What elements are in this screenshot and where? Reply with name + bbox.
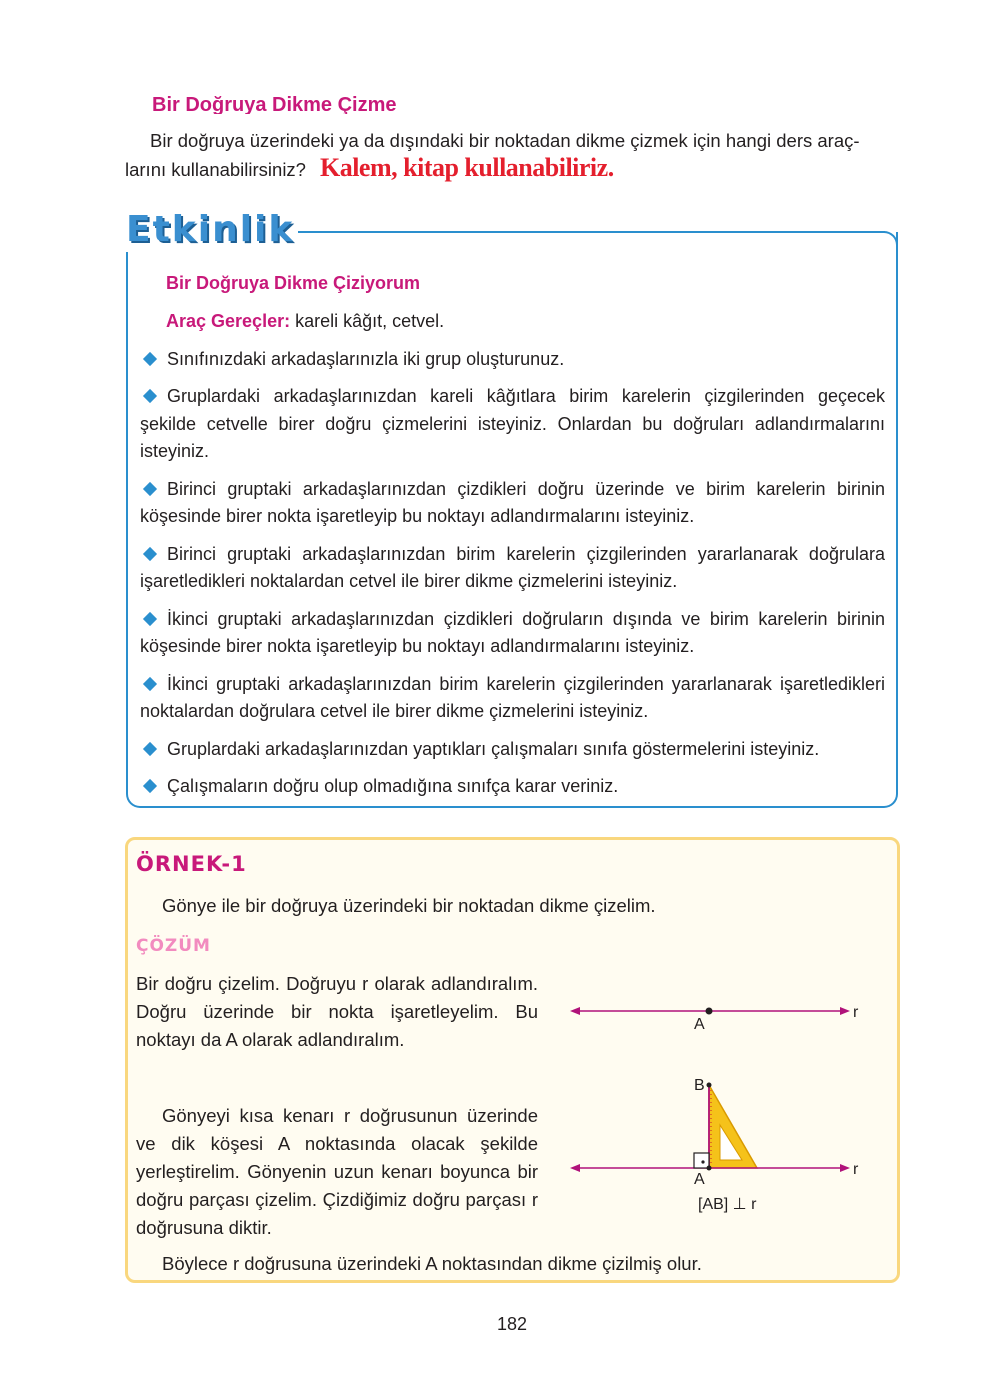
figure-set-square: [560, 1070, 880, 1220]
etkinlik-content: [140, 268, 885, 811]
tools-value: kareli kâğıt, cetvel.: [295, 311, 445, 331]
diamond-bullet-icon: [143, 389, 157, 403]
tools-line: [140, 308, 885, 336]
etkinlik-label: Etkinlik: [126, 208, 298, 252]
list-item: Gruplardaki arkadaşlarınızdan yaptıkları çalışmaları sınıfa göstermelerini isteyiniz.: [140, 736, 885, 764]
line-r-label: r: [853, 1161, 859, 1178]
diamond-bullet-icon: [143, 779, 157, 793]
arrow-right-icon: [840, 1164, 850, 1172]
right-angle-dot: [701, 1160, 704, 1163]
list-item: Birinci gruptaki arkadaşlarınızdan çizdikleri doğru üzerinde ve birim karelerin birinin köşesinde birer nokta işaretleyip bu noktayı adlandırmalarını isteyiniz.: [140, 478, 885, 526]
point-b: [707, 1083, 712, 1088]
diamond-bullet-icon: [143, 352, 157, 366]
point-a-label: A: [694, 1016, 705, 1033]
cozum-label: ÇÖZÜM: [136, 936, 211, 956]
point-a: [706, 1008, 713, 1015]
diamond-bullet-icon: [143, 612, 157, 626]
diamond-bullet-icon: [143, 677, 157, 691]
question-block: [125, 127, 900, 183]
ornek-title: ÖRNEK-1: [136, 852, 247, 876]
figure-line-with-point: [560, 995, 880, 1035]
etkinlik-top-border: [285, 231, 885, 233]
point-a-label: A: [694, 1171, 705, 1188]
arrow-right-icon: [840, 1007, 850, 1015]
right-angle-mark: [694, 1153, 709, 1168]
diamond-bullet-icon: [143, 547, 157, 561]
arrow-left-icon: [570, 1007, 580, 1015]
perpendicular-caption: [AB] ⊥ r: [698, 1196, 757, 1213]
question-line-2: larını kullanabilirsiniz?: [125, 159, 306, 180]
question-line-1: Bir doğruya üzerindeki ya da dışındaki bir noktadan dikme çizmek için hangi ders araç-: [150, 130, 860, 151]
page-number: 182: [496, 1314, 528, 1334]
step-1-text: Bir doğru çizelim. Doğruyu r olarak adlandıralım. Doğru üzerinde bir nokta işaretleyelim. Bu noktayı da A olarak adlandıralım.: [136, 973, 538, 1050]
arrow-left-icon: [570, 1164, 580, 1172]
list-item: İkinci gruptaki arkadaşlarınızdan birim karelerin çizgilerinden yararlanarak işaretledikleri noktalardan doğrulara cetvel ile birer dikme çizmelerini isteyiniz.: [140, 673, 885, 721]
step-2-text: Gönyeyi kısa kenarı r doğrusunun üzerinde ve dik köşesi A noktasında olacak şekilde yerleştirelim. Gönyenin uzun kenarı boyunca bir doğru parçası çizelim. Çizdiğimiz doğru parçası r doğrusuna diktir.: [136, 1105, 538, 1238]
point-a: [707, 1166, 712, 1171]
diamond-bullet-icon: [143, 742, 157, 756]
etkinlik-heading: Bir Doğruya Dikme Çiziyorum: [166, 273, 421, 293]
etkinlik-top-corner: [870, 231, 898, 259]
list-item: Birinci gruptaki arkadaşlarınızdan birim karelerin çizgilerinden yararlanarak doğrulara işaretledikleri noktalardan cetvel ile birer dikme çizmelerini isteyiniz.: [140, 543, 885, 591]
list-item: Sınıfınızdaki arkadaşlarınızla iki grup oluşturunuz.: [140, 346, 885, 374]
tools-label: Araç Gereçler:: [166, 311, 291, 331]
section-title: Bir Doğruya Dikme Çizme: [152, 94, 397, 114]
diamond-bullet-icon: [143, 482, 157, 496]
list-item: Gruplardaki arkadaşlarınızdan kareli kâğıtlara birim karelerin çizgilerinden geçecek şekilde cetvelle birer doğru çizmelerini isteyiniz. Onlardan bu doğruları adlandırmalarını isteyiniz.: [140, 386, 885, 461]
list-item: Çalışmaların doğru olup olmadığına sınıfça karar veriniz.: [140, 773, 885, 801]
line-r-label: r: [853, 1004, 859, 1021]
list-item: İkinci gruptaki arkadaşlarınızdan çizdikleri doğruların dışında ve birim karelerin birinin köşesinde birer nokta işaretleyip bu noktayı adlandırmalarını isteyiniz.: [140, 608, 885, 656]
point-b-label: B: [694, 1077, 705, 1094]
handwritten-answer: Kalem, kitap kullanabiliriz.: [319, 153, 614, 182]
conclusion-text: Böylece r doğrusuna üzerindeki A noktasından dikme çizilmiş olur.: [162, 1253, 702, 1274]
ornek-prompt: Gönye ile bir doğruya üzerindeki bir noktadan dikme çizelim.: [162, 895, 656, 916]
